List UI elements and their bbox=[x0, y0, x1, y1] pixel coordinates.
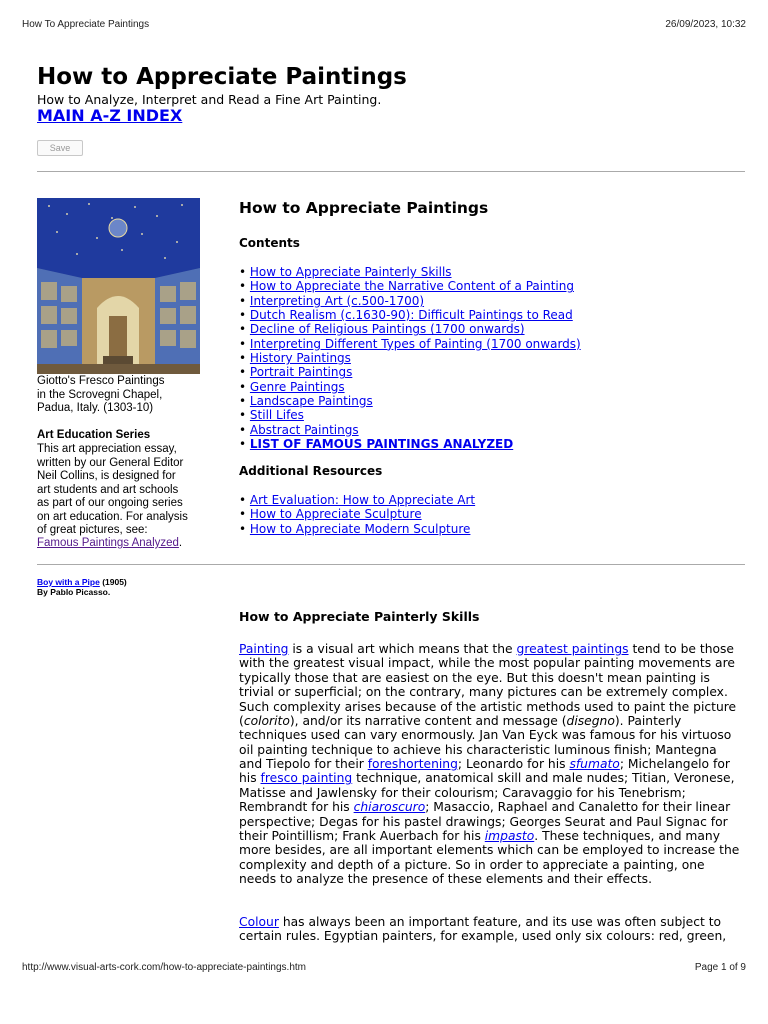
resource-link-art-evaluation[interactable]: Art Evaluation: How to Appreciate Art bbox=[249, 493, 476, 507]
article-heading: How to Appreciate Painterly Skills bbox=[239, 609, 480, 624]
disegno-term: disegno bbox=[566, 713, 615, 728]
contents-item: • Landscape Paintings bbox=[239, 394, 373, 409]
contents-item: • Dutch Realism (c.1630-90): Difficult Paintings to Read bbox=[239, 308, 573, 323]
contents-link-genre-paintings[interactable]: Genre Paintings bbox=[249, 379, 345, 394]
credit-year: (1905) bbox=[99, 577, 127, 587]
resources-item: • How to Appreciate Modern Sculpture bbox=[239, 521, 471, 536]
contents-item: • Interpreting Different Types of Painting (1700 onwards) bbox=[239, 336, 581, 351]
contents-link-religious-decline[interactable]: Decline of Religious Paintings (1700 onwards) bbox=[249, 322, 525, 337]
contents-link-dutch-realism[interactable]: Dutch Realism (c.1630-90): Difficult Paintings to Read bbox=[249, 308, 573, 323]
sfumato-link[interactable]: sfumato bbox=[569, 757, 620, 771]
contents-link-narrative-content[interactable]: How to Appreciate the Narrative Content of a Painting bbox=[249, 279, 574, 294]
contents-link-history-paintings[interactable]: History Paintings bbox=[249, 351, 351, 366]
print-footer-url: http://www.visual-arts-cork.com/how-to-appreciate-paintings.htm bbox=[22, 962, 306, 973]
credit-artist: By Pablo Picasso. bbox=[37, 587, 111, 597]
contents-item: • LIST OF FAMOUS PAINTINGS ANALYZED bbox=[239, 437, 514, 452]
image-caption: Giotto's Fresco Paintings in the Scrovegni Chapel, Padua, Italy. (1303-10) bbox=[37, 375, 165, 414]
contents-link-portrait-paintings[interactable]: Portrait Paintings bbox=[249, 365, 353, 380]
contents-link-painting-types[interactable]: Interpreting Different Types of Painting (1700 onwards) bbox=[249, 336, 581, 351]
contents-item: • How to Appreciate the Narrative Content of a Painting bbox=[239, 279, 574, 294]
text-run: has always been an important feature, and its use was often subject to certain rules. Egyptian painters, for example, used only six colours: red, green, bbox=[239, 915, 727, 944]
contents-link-painterly-skills[interactable]: How to Appreciate Painterly Skills bbox=[249, 265, 452, 279]
contents-item: • Interpreting Art (c.500-1700) bbox=[239, 293, 425, 308]
painting-link[interactable]: Painting bbox=[239, 642, 289, 656]
text-run: ; Michelangelo for his bbox=[239, 757, 730, 786]
contents-link-landscape-paintings[interactable]: Landscape Paintings bbox=[249, 394, 373, 409]
print-header-timestamp: 26/09/2023, 10:32 bbox=[665, 19, 746, 30]
series-description: This art appreciation essay, written by our General Editor Neil Collins, is designed for art students and art schools as part of our ongoing series on art education. For analysis of great pictures, see: bbox=[37, 443, 188, 536]
greatest-paintings-link[interactable]: greatest paintings bbox=[516, 642, 629, 656]
contents-link-abstract-paintings[interactable]: Abstract Paintings bbox=[249, 422, 359, 437]
contents-link-famous-paintings-list[interactable]: LIST OF FAMOUS PAINTINGS ANALYZED bbox=[249, 437, 514, 452]
page-subtitle: How to Analyze, Interpret and Read a Fine Art Painting. bbox=[37, 92, 382, 107]
contents-item: • How to Appreciate Painterly Skills bbox=[239, 265, 452, 279]
series-title: Art Education Series bbox=[37, 429, 151, 441]
main-index-link[interactable]: MAIN A-Z INDEX bbox=[37, 106, 183, 125]
impasto-link[interactable]: impasto bbox=[484, 828, 535, 843]
additional-resources-label: Additional Resources bbox=[239, 464, 383, 478]
colorito-term: colorito bbox=[243, 713, 290, 728]
article-paragraph-1 bbox=[239, 642, 741, 886]
foreshortening-link[interactable]: foreshortening bbox=[367, 757, 458, 771]
text-run: ; Masaccio, Raphael and Canaletto for their linear perspective; Degas for his pastel drawings; Georges Seurat and Paul Signac for their Pointillism; Frank Auerbach for his bbox=[239, 800, 731, 843]
print-footer bbox=[22, 962, 746, 973]
contents-link-still-lifes[interactable]: Still Lifes bbox=[249, 408, 304, 423]
contents-item: • Decline of Religious Paintings (1700 onwards) bbox=[239, 322, 525, 337]
text-run: is a visual art which means that the bbox=[288, 642, 517, 656]
article-paragraph-2 bbox=[239, 915, 741, 944]
fresco-painting-link[interactable]: fresco painting bbox=[260, 771, 353, 786]
text-run: technique, anatomical skill and male nudes; Titian, Veronese, Matisse and Jawlensky for their colourism; Caravaggio for his Tenebrism; Rembrandt for his bbox=[239, 771, 735, 815]
contents-item: • Genre Paintings bbox=[239, 379, 345, 394]
resources-item: • How to Appreciate Sculpture bbox=[239, 507, 422, 522]
text-run: tend to be those with the greatest visual impact, while the most popular painting movements are typically those that are easiest on the eye. But this doesn't mean painting is trivial or superficial; on the contrary, many pictures can be extremely complex. Such complexity arises because of the artistic methods used to paint the picture ( bbox=[239, 642, 737, 728]
resources-item: • Art Evaluation: How to Appreciate Art bbox=[239, 493, 476, 507]
mid-divider bbox=[37, 564, 745, 565]
contents-list bbox=[239, 265, 581, 451]
resource-link-modern-sculpture[interactable]: How to Appreciate Modern Sculpture bbox=[249, 521, 471, 536]
image-credit bbox=[37, 577, 127, 597]
contents-item: • History Paintings bbox=[239, 351, 351, 366]
contents-item: • Still Lifes bbox=[239, 408, 304, 423]
contents-item: • Abstract Paintings bbox=[239, 422, 359, 437]
text-run: ; Leonardo for his bbox=[457, 757, 570, 771]
print-header bbox=[22, 19, 746, 30]
contents-section-heading: How to Appreciate Paintings bbox=[239, 199, 489, 217]
text-run: ), and/or its narrative content and message ( bbox=[289, 713, 567, 728]
text-run: ). Painterly techniques used can vary enormously. Jan Van Eyck was famous for his virtuoso oil painting technique to achieve his characteristic luminous finish; Mantegna and Tiepolo for their bbox=[239, 713, 732, 771]
contents-label: Contents bbox=[239, 236, 300, 250]
print-footer-page-number: Page 1 of 9 bbox=[694, 962, 746, 973]
colour-link[interactable]: Colour bbox=[239, 915, 279, 929]
print-header-title: How To Appreciate Paintings bbox=[22, 19, 150, 30]
scrovegni-chapel-image bbox=[37, 198, 200, 374]
save-button[interactable]: Save bbox=[37, 140, 83, 156]
series-link-suffix: . bbox=[178, 537, 183, 549]
contents-item: • Portrait Paintings bbox=[239, 365, 353, 380]
page-title: How to Appreciate Paintings bbox=[37, 64, 407, 90]
contents-link-interpreting-art[interactable]: Interpreting Art (c.500-1700) bbox=[249, 293, 425, 308]
chiaroscuro-link[interactable]: chiaroscuro bbox=[353, 800, 426, 815]
resource-link-sculpture[interactable]: How to Appreciate Sculpture bbox=[249, 507, 422, 522]
boy-with-pipe-link[interactable]: Boy with a Pipe bbox=[37, 577, 100, 587]
resources-list bbox=[239, 493, 475, 536]
text-run: . These techniques, and many more besides, are all important elements which can be employed to increase the complexity and depth of a picture. So in order to appreciate a painting, one needs to analyze the presence of these elements and their effects. bbox=[239, 828, 740, 886]
famous-paintings-link[interactable]: Famous Paintings Analyzed bbox=[37, 537, 179, 549]
series-link-line bbox=[37, 537, 182, 549]
top-divider bbox=[37, 171, 745, 172]
